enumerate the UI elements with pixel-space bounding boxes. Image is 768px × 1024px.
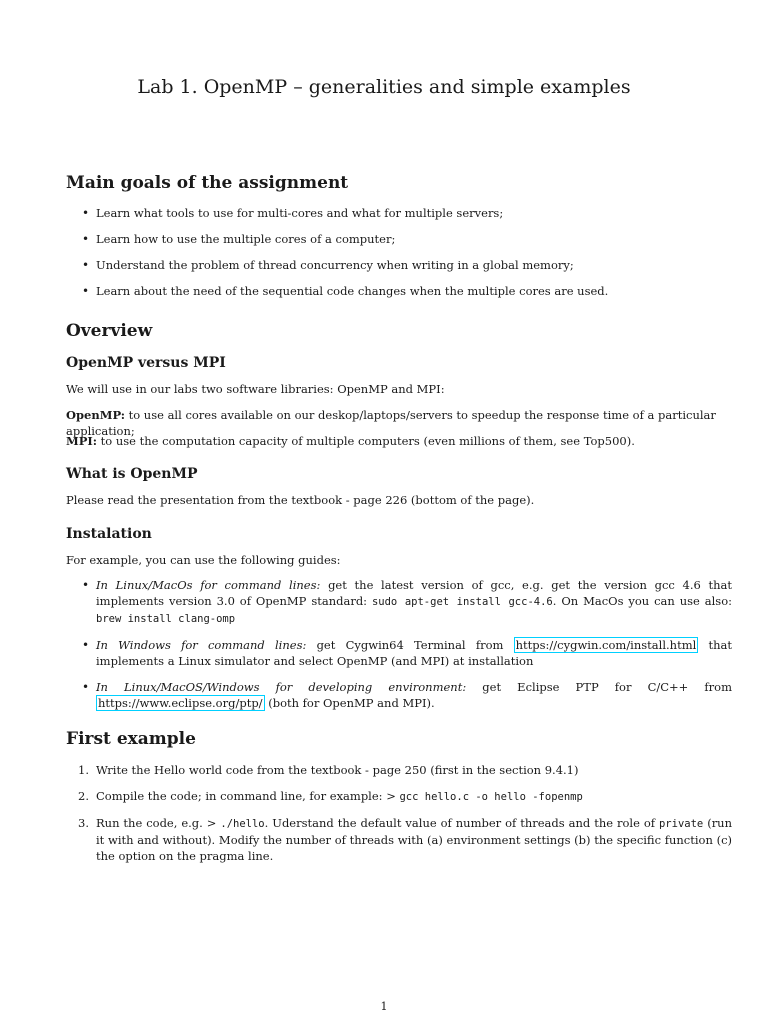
list-item: 3. Run the code, e.g. > ./hello. Uderstand the default value of number of threads and the role of private (run it with and without). Modify the number of threads with (a) environment settings (b) the specific function (c) the option on the pragma line. <box>78 816 732 863</box>
list-item: • In Linux/MacOs for command lines: get the latest version of gcc, e.g. get the version gcc 4.6 that implements version 3.0 of OpenMP standard: sudo apt-get install gcc-4.6. On MacOs you can use also: brew install clang-omp <box>82 578 732 625</box>
step-number: 2. <box>78 789 89 803</box>
step-number: 1. <box>78 763 89 777</box>
item-label: In Windows for command lines: <box>96 638 307 652</box>
page-number: 1 <box>380 1000 388 1013</box>
step-number: 3. <box>78 816 89 830</box>
definition-mpi <box>66 433 732 449</box>
definition-text: to use the computation capacity of multiple computers (even millions of them, see Top500). <box>100 434 635 448</box>
list-item: • Learn about the need of the sequential code changes when the multiple cores are used. <box>82 284 609 298</box>
subsection-heading-what-is-openmp: What is OpenMP <box>66 466 198 482</box>
eclipse-link[interactable]: https://www.eclipse.org/ptp/ <box>98 696 263 710</box>
code-snippet: private <box>658 818 704 830</box>
steps-list <box>78 762 732 864</box>
code-snippet: ./hello <box>220 818 265 830</box>
bullet-icon: • <box>82 680 90 694</box>
section-heading-goals: Main goals of the assignment <box>66 173 349 193</box>
paragraph-what-is: Please read the presentation from the textbook - page 226 (bottom of the page). <box>66 493 535 507</box>
code-snippet: brew install clang-omp <box>96 613 236 625</box>
list-item: 1. Write the Hello world code from the textbook - page 250 (first in the section 9.4.1) <box>78 763 579 777</box>
term-mpi: MPI: <box>66 434 98 448</box>
definition-text: to use all cores available on our deskop/laptops/servers to speedup the response time of a particular application; <box>66 408 716 438</box>
term-openmp: OpenMP: <box>66 408 125 422</box>
list-item: • Learn what tools to use for multi-cores and what for multiple servers; <box>82 206 504 220</box>
subsection-heading-installation: Instalation <box>66 526 152 542</box>
bullet-icon: • <box>82 284 90 298</box>
list-item: • Understand the problem of thread concurrency when writing in a global memory; <box>82 258 574 272</box>
bullet-icon: • <box>82 232 90 246</box>
installation-list <box>82 577 732 711</box>
bullet-icon: • <box>82 206 90 220</box>
list-item: 2. Compile the code; in command line, for example: > gcc hello.c -o hello -fopenmp <box>78 789 583 803</box>
section-heading-first-example: First example <box>66 729 196 749</box>
item-label: In Linux/MacOs for command lines: <box>96 578 321 592</box>
code-snippet: sudo apt-get install gcc-4.6 <box>371 596 553 608</box>
bullet-icon: • <box>82 578 90 592</box>
cygwin-link[interactable]: https://cygwin.com/install.html <box>515 638 697 652</box>
paragraph-intro: We will use in our labs two software libraries: OpenMP and MPI: <box>66 382 445 396</box>
goals-list <box>82 205 732 299</box>
list-item: • In Linux/MacOS/Windows for developing environment: get Eclipse PTP for C/C++ from https://www.eclipse.org/ptp/ (both for OpenMP and MPI). <box>82 680 732 710</box>
section-heading-overview: Overview <box>66 321 153 341</box>
paragraph-install-intro: For example, you can use the following guides: <box>66 553 341 567</box>
subsection-heading-openmp-vs-mpi: OpenMP versus MPI <box>66 355 226 371</box>
code-snippet: gcc hello.c -o hello -fopenmp <box>399 791 583 803</box>
bullet-icon: • <box>82 258 90 272</box>
bullet-icon: • <box>82 638 90 652</box>
list-item: • In Windows for command lines: get Cygwin64 Terminal from https://cygwin.com/install.html that implements a Linux simulator and select OpenMP (and MPI) at installation <box>82 638 732 668</box>
page-title: Lab 1. OpenMP – generalities and simple examples <box>137 76 631 98</box>
list-item: • Learn how to use the multiple cores of a computer; <box>82 232 396 246</box>
item-label: In Linux/MacOS/Windows for developing environment: <box>96 680 467 694</box>
